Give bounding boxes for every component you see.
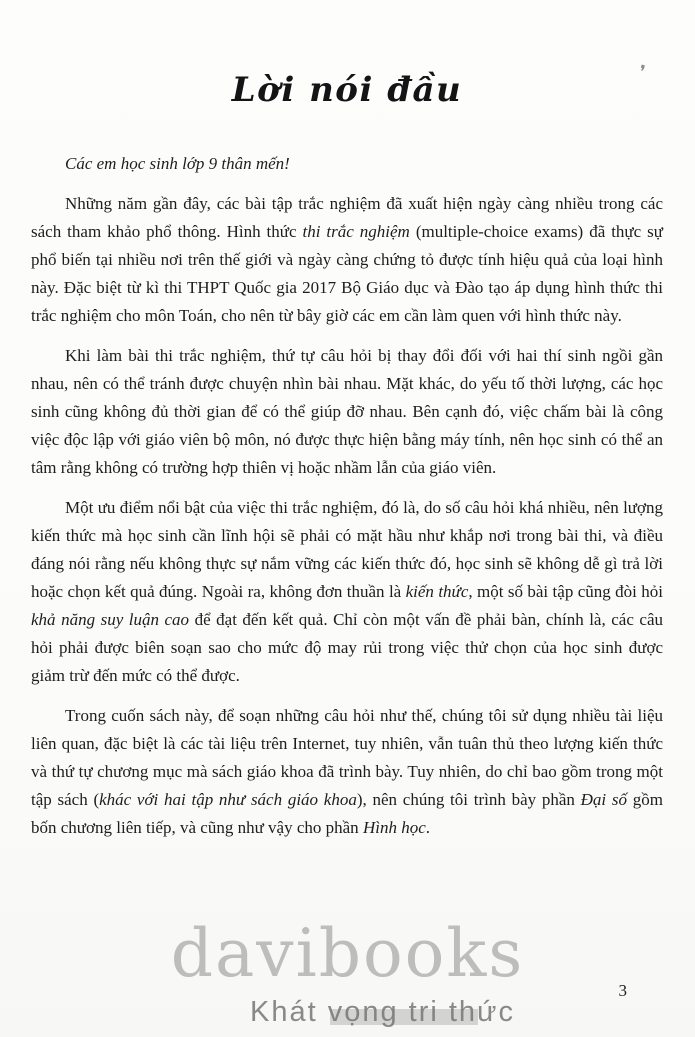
watermark-brand: davibooks	[170, 915, 525, 992]
text-segment: gồm bốn chương liên tiếp, và cũng như vậy cho phần	[31, 790, 663, 837]
page-title: Lời nói đầu	[231, 70, 463, 110]
scan-artifact-icon: ❜	[637, 61, 648, 83]
paragraph	[31, 190, 663, 330]
text-segment: thi trắc nghiệm	[302, 222, 410, 241]
text-segment: khác với hai tập như sách giáo khoa	[99, 790, 357, 809]
paragraph	[31, 494, 663, 690]
text-segment: .	[425, 818, 430, 837]
text-segment: , một số bài tập cũng đòi hỏi	[468, 582, 664, 601]
text-segment: Hình học	[362, 818, 426, 837]
text-segment: Trong cuốn sách này, để soạn những câu hỏi như thế, chúng tôi sử dụng nhiều tài liệu liên quan, đặc biệt là các tài liệu trên Internet, tuy nhiên, vẫn tuân thủ theo lượng kiến thức và thứ tự chương mục mà sách giáo khoa đã trình bày. Tuy nhiên, do chỉ bao gồm trong một tập sách (	[31, 706, 663, 809]
text-segment: Đại số	[580, 790, 628, 809]
text-segment: (multiple-choice exams) đã thực sự phổ biến tại nhiều nơi trên thế giới và ngày càng chứng tỏ được tính hiệu quả của loại hình này. Đặc biệt từ kì thi THPT Quốc gia 2017 Bộ Giáo dục và Đào tạo áp dụng hình thức thi trắc nghiệm cho môn Toán, cho nên từ bây giờ các em cần làm quen với hình thức này.	[31, 222, 663, 325]
text-segment: kiến thức	[405, 582, 469, 601]
greeting-line: Các em học sinh lớp 9 thân mến!	[65, 154, 290, 173]
text-segment: khả năng suy luận cao	[31, 610, 190, 629]
text-segment: để đạt đến kết quả. Chỉ còn một vấn đề phải bàn, chính là, các câu hỏi phải được biên soạn sao cho mức độ may rủi trong việc thử chọn của học sinh được giảm trừ đến mức có thể được.	[31, 610, 663, 685]
page-content	[31, 0, 663, 854]
page-number: 3	[618, 981, 627, 1000]
paragraphs	[31, 190, 663, 842]
text-segment: ), nên chúng tôi trình bày phần	[356, 790, 581, 809]
paragraph	[31, 702, 663, 842]
text-segment: Một ưu điểm nổi bật của việc thi trắc nghiệm, đó là, do số câu hỏi khá nhiều, nên lượng kiến thức mà học sinh cần lĩnh hội sẽ phải có mặt hầu như khắp nơi trong bài thi, và điều đáng nói rằng nếu không thực sự nắm vững các kiến thức đó, học sinh sẽ không dễ gì trả lời hoặc chọn kết quả đúng. Ngoài ra, không đơn thuần là	[31, 498, 663, 601]
text-segment: Những năm gần đây, các bài tập trắc nghiệm đã xuất hiện ngày càng nhiều trong các sách tham khảo phổ thông. Hình thức	[31, 194, 663, 241]
watermark-backdrop	[330, 1009, 478, 1025]
text-segment: Khi làm bài thi trắc nghiệm, thứ tự câu hỏi bị thay đổi đối với hai thí sinh ngồi gần nhau, nên có thể tránh được chuyện nhìn bài nhau. Mặt khác, do yếu tố thời lượng, các học sinh cũng không đủ thời gian để có thể giúp đỡ nhau. Bên cạnh đó, việc chấm bài là công việc độc lập với giáo viên bộ môn, nó được thực hiện bằng máy tính, nên học sinh có thể an tâm rằng không có trường hợp thiên vị hoặc nhầm lẫn của giáo viên.	[31, 346, 663, 477]
watermark-slogan: Khát vọng tri thức	[250, 996, 515, 1028]
paragraph	[31, 342, 663, 482]
